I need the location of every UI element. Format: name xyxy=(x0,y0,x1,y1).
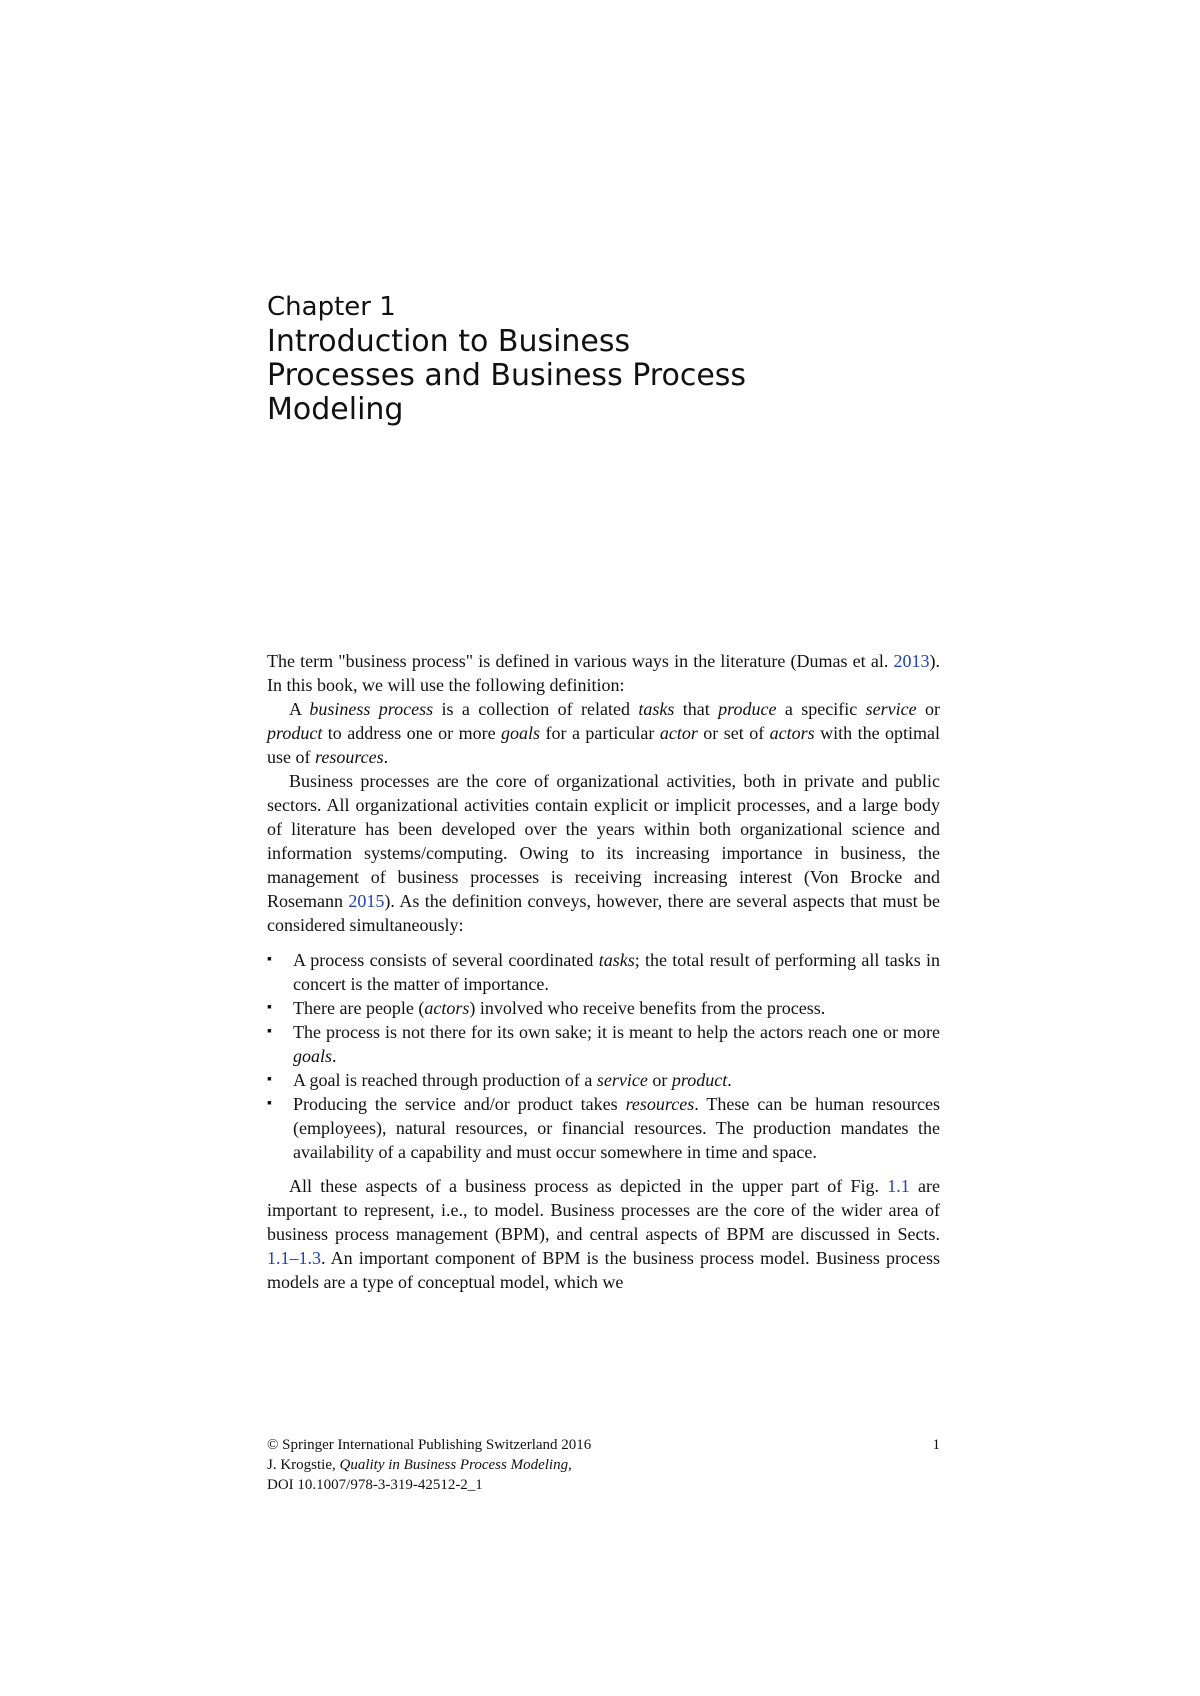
aspects-list xyxy=(267,948,940,1164)
body-text xyxy=(267,649,940,1294)
bullet-icon: ▪ xyxy=(267,1024,272,1039)
chapter-title xyxy=(267,325,887,427)
copyright-notice: © Springer International Publishing Switzerland 2016 xyxy=(267,1437,592,1453)
chapter-label: Chapter 1 xyxy=(267,292,396,322)
bullet-icon: ▪ xyxy=(267,1096,272,1111)
book-reference: J. Krogstie, Quality in Business Process Modeling, xyxy=(267,1457,572,1473)
bullet-icon: ▪ xyxy=(267,1072,272,1087)
section-link-1-1[interactable]: 1.1 xyxy=(267,1248,290,1268)
list-item: ▪ Producing the service and/or product takes resources. These can be human resources (employees), natural resources, or financial resources. The production mandates the availability of a capability and must occur somewhere in time and space. xyxy=(267,1094,941,1162)
section-link-1-3[interactable]: 1.3 xyxy=(298,1248,321,1268)
intro-paragraph: The term "business process" is defined in various ways in the literature (Dumas et al. 2013). In this book, we will use the following definition: xyxy=(267,651,940,695)
definition-paragraph: A business process is a collection of related tasks that produce a specific service or product to address one or more goals for a particular actor or set of actors with the optimal use of resources. xyxy=(267,699,941,767)
citation-link-dumas-2013[interactable]: 2013 xyxy=(893,651,930,671)
chapter-title-line: Processes and Business Process xyxy=(267,358,747,393)
bullet-icon: ▪ xyxy=(267,1000,272,1015)
list-item: ▪ The process is not there for its own sake; it is meant to help the actors reach one or more goals. xyxy=(267,1022,940,1066)
figure-link-1-1[interactable]: 1.1 xyxy=(887,1176,910,1196)
citation-link-von-brocke-2015[interactable]: 2015 xyxy=(348,891,385,911)
page-number: 1 xyxy=(932,1437,940,1453)
doi: DOI 10.1007/978-3-319-42512-2_1 xyxy=(267,1477,483,1493)
bullet-icon: ▪ xyxy=(267,952,272,967)
chapter-title-line: Introduction to Business xyxy=(267,324,631,359)
body-paragraph: Business processes are the core of organizational activities, both in private and public sectors. All organizational activities contain explicit or implicit processes, and a large body of literature has been developed over the years within both organizational science and information systems/computing. Owing to its increasing importance in business, the management of business processes is receiving increasing interest (Von Brocke and Rosemann 2015). As the definition conveys, however, there are several aspects that must be considered simultaneously: xyxy=(267,771,940,935)
chapter-title-line: Modeling xyxy=(267,392,404,427)
page-footer xyxy=(267,1435,940,1495)
list-item: ▪ There are people (actors) involved who receive benefits from the process. xyxy=(267,998,826,1018)
list-item: ▪ A process consists of several coordinated tasks; the total result of performing all tasks in concert is the matter of importance. xyxy=(267,950,941,994)
body-paragraph: All these aspects of a business process as depicted in the upper part of Fig. 1.1 are important to represent, i.e., to model. Business processes are the core of the wider area of business process management (BPM), and central aspects of BPM are discussed in Sects. 1.1–1.3. An important component of BPM is the business process model. Business process models are a type of conceptual model, which we xyxy=(267,1176,940,1292)
list-item: ▪ A goal is reached through production of a service or product. xyxy=(267,1070,732,1090)
